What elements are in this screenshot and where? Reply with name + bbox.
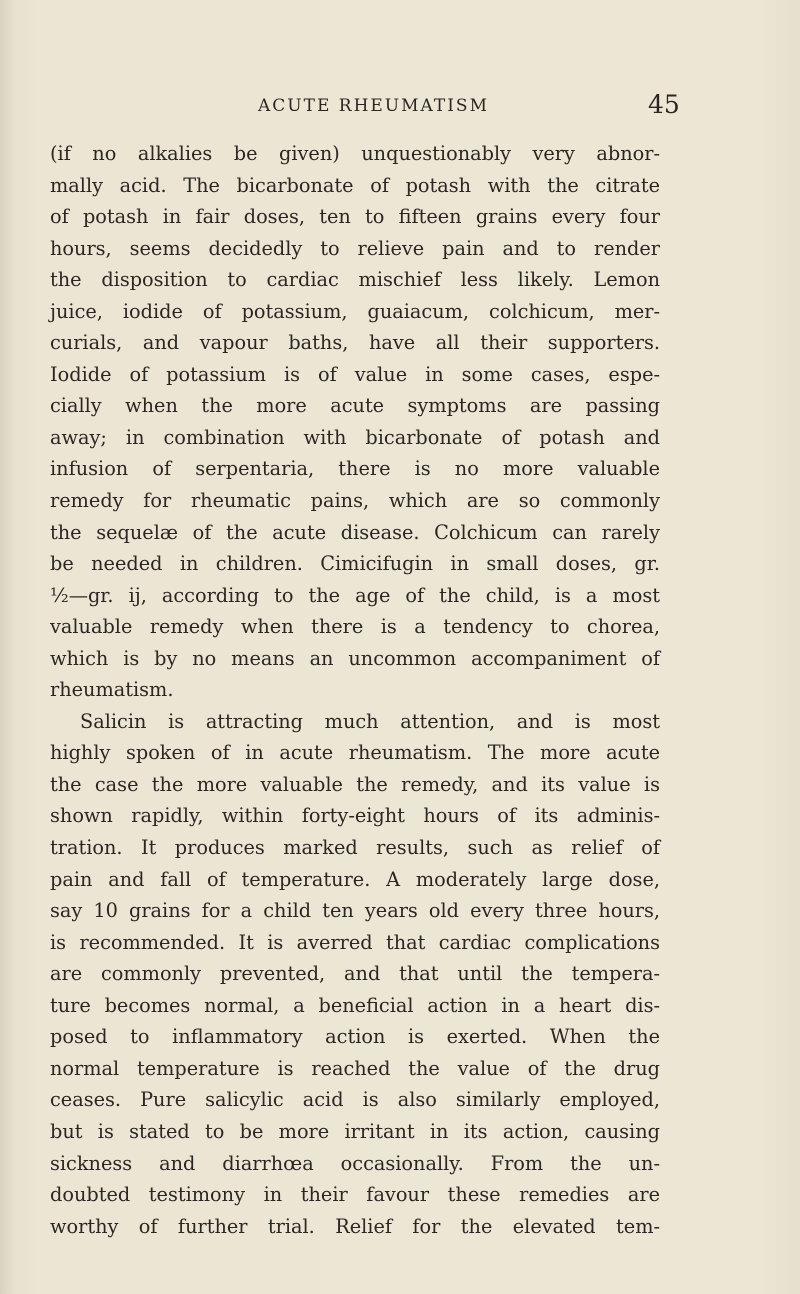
page-header bbox=[0, 90, 800, 134]
page-number: 45 bbox=[648, 90, 680, 119]
text-line: valuable remedy when there is a tendency to chorea, bbox=[50, 615, 660, 639]
text-line: doubted testimony in their favour these remedies are bbox=[50, 1183, 660, 1207]
paragraph-start-line: Salicin is attracting much attention, and is most bbox=[80, 709, 660, 733]
text-line: Iodide of potassium is of value in some cases, espe- bbox=[50, 362, 660, 386]
text-line: the case the more valuable the remedy, and its value is bbox=[50, 772, 660, 796]
text-line: juice, iodide of potassium, guaiacum, colchicum, mer- bbox=[50, 299, 660, 323]
paragraph-end-line: rheumatism. bbox=[50, 678, 174, 702]
text-line: sickness and diarrhœa occasionally. From the un- bbox=[50, 1151, 660, 1175]
text-line: the sequelæ of the acute disease. Colchicum can rarely bbox=[50, 520, 660, 544]
text-line: away; in combination with bicarbonate of potash and bbox=[50, 425, 660, 449]
text-line: say 10 grains for a child ten years old every three hours, bbox=[50, 899, 660, 923]
text-line: normal temperature is reached the value of the drug bbox=[50, 1056, 660, 1080]
text-line: tration. It produces marked results, such as relief of bbox=[50, 836, 660, 860]
text-line: but is stated to be more irritant in its action, causing bbox=[50, 1119, 660, 1143]
text-line: shown rapidly, within forty-eight hours of its adminis- bbox=[50, 804, 660, 828]
text-line: ture becomes normal, a beneficial action in a heart dis- bbox=[50, 993, 660, 1017]
text-line: hours, seems decidedly to relieve pain and to render bbox=[50, 236, 660, 260]
text-line: (if no alkalies be given) unquestionably very abnor- bbox=[50, 142, 660, 165]
text-line: cially when the more acute symptoms are passing bbox=[50, 394, 660, 418]
text-line: is recommended. It is averred that cardiac complications bbox=[50, 930, 660, 954]
text-line: infusion of serpentaria, there is no more valuable bbox=[50, 457, 660, 481]
text-line: pain and fall of temperature. A moderately large dose, bbox=[50, 867, 660, 891]
text-line: the disposition to cardiac mischief less likely. Lemon bbox=[50, 268, 660, 292]
text-line: ½—gr. ij, according to the age of the child, is a most bbox=[50, 583, 660, 607]
text-line: ceases. Pure salicylic acid is also similarly employed, bbox=[50, 1088, 660, 1112]
text-line: worthy of further trial. Relief for the elevated tem- bbox=[50, 1214, 660, 1238]
text-line: are commonly prevented, and that until the tempera- bbox=[50, 962, 660, 986]
running-title: ACUTE RHEUMATISM bbox=[258, 96, 489, 116]
text-line: posed to inflammatory action is exerted. When the bbox=[50, 1025, 660, 1049]
text-line: curials, and vapour baths, have all their supporters. bbox=[50, 331, 660, 355]
text-line: remedy for rheumatic pains, which are so commonly bbox=[50, 489, 660, 513]
text-line: be needed in children. Cimicifugin in small doses, gr. bbox=[50, 552, 660, 576]
text-line: of potash in fair doses, ten to fifteen grains every four bbox=[50, 205, 660, 229]
text-line: highly spoken of in acute rheumatism. The more acute bbox=[50, 741, 660, 765]
body-text bbox=[50, 138, 660, 1242]
text-line: which is by no means an uncommon accompaniment of bbox=[50, 646, 660, 670]
text-line: mally acid. The bicarbonate of potash with the citrate bbox=[50, 173, 660, 197]
